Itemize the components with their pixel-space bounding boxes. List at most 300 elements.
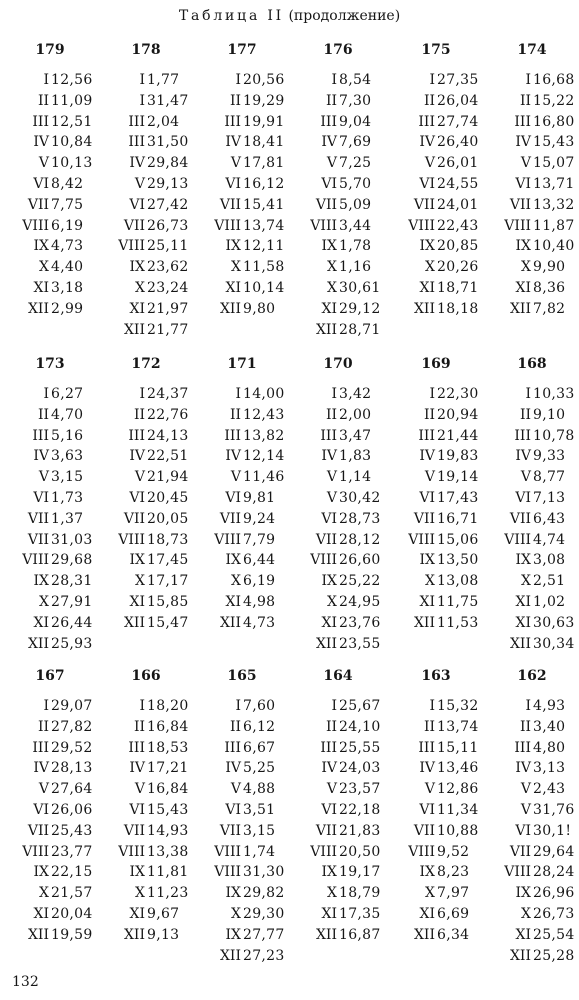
table-row (390, 758, 482, 779)
table-row (196, 426, 288, 447)
day-value: 15,41 (243, 196, 285, 213)
day-value: 27,91 (51, 593, 93, 610)
table-row (100, 405, 192, 426)
day-value: 30,1! (533, 822, 572, 839)
table-row (292, 278, 384, 299)
day-value: 30,63 (533, 614, 575, 631)
month-numeral: II (325, 718, 337, 735)
table-row (196, 530, 288, 551)
day-value: 24,01 (437, 196, 479, 213)
day-value: 29,82 (243, 885, 285, 902)
table-row (390, 592, 482, 613)
table-row (486, 488, 578, 509)
table-row (486, 946, 578, 967)
table-row (100, 132, 192, 153)
month-numeral: VII (315, 822, 337, 839)
table-row (486, 509, 578, 530)
table-row (486, 592, 578, 613)
table-row (100, 925, 192, 946)
column-number: 179 (35, 42, 65, 58)
month-numeral: IX (515, 885, 531, 902)
day-value: 4,80 (533, 739, 566, 756)
month-numeral: IV (321, 448, 337, 465)
day-value: 16,87 (339, 926, 381, 943)
day-value: 17,35 (339, 905, 381, 922)
month-numeral: XII (413, 614, 435, 631)
month-numeral: X (425, 259, 435, 276)
day-value: 25,43 (51, 822, 93, 839)
day-value: 12,86 (437, 781, 479, 798)
month-numeral: VII (27, 510, 49, 527)
day-value: 21,94 (147, 469, 189, 486)
month-numeral: XI (129, 300, 145, 317)
table-row (100, 738, 192, 759)
day-value: 26,04 (437, 92, 479, 109)
day-value: 20,05 (147, 510, 189, 527)
table-row (486, 257, 578, 278)
month-numeral: V (424, 155, 435, 172)
table-row (4, 613, 96, 634)
table-row (390, 779, 482, 800)
table-row (4, 278, 96, 299)
month-numeral: IX (33, 238, 49, 255)
month-numeral: V (326, 155, 337, 172)
month-numeral: VI (419, 801, 435, 818)
month-numeral: XI (419, 905, 435, 922)
day-value: 16,84 (147, 718, 189, 735)
table-row (4, 550, 96, 571)
title-main: Таблица II (178, 8, 285, 24)
table-row (292, 571, 384, 592)
month-numeral: IV (515, 760, 531, 777)
day-value: 28,12 (339, 531, 381, 548)
table-row (486, 405, 578, 426)
day-value: 9,90 (533, 259, 566, 276)
table-row (100, 174, 192, 195)
day-value: 15,43 (147, 801, 189, 818)
table-row (196, 278, 288, 299)
day-value: 10,13 (51, 155, 93, 172)
table-row (292, 405, 384, 426)
table-row (4, 70, 96, 91)
month-numeral: XI (321, 614, 337, 631)
day-value: 13,74 (243, 217, 285, 234)
table-row (390, 278, 482, 299)
table-row (486, 758, 578, 779)
month-numeral: VII (123, 822, 145, 839)
day-value: 27,77 (243, 926, 285, 943)
month-numeral: III (514, 113, 531, 130)
table-row (4, 195, 96, 216)
day-value: 6,69 (437, 905, 470, 922)
month-numeral: VII (123, 217, 145, 234)
month-numeral: XII (123, 614, 145, 631)
day-value: 9,80 (243, 300, 276, 317)
month-numeral: XII (27, 300, 49, 317)
column-number: 177 (227, 42, 257, 58)
day-value: 26,01 (437, 155, 479, 172)
month-numeral: X (521, 573, 531, 590)
day-value: 3,15 (243, 822, 276, 839)
day-value: 29,07 (51, 698, 93, 714)
table-row (390, 883, 482, 904)
column-rows (390, 696, 482, 946)
table-row (486, 153, 578, 174)
month-numeral: V (230, 469, 241, 486)
day-value: 9,67 (147, 905, 180, 922)
day-value: 9,24 (243, 510, 276, 527)
table-row (100, 530, 192, 551)
table-row (292, 634, 384, 655)
month-numeral: III (514, 427, 531, 444)
day-value: 1,77 (147, 72, 180, 88)
month-numeral: IX (33, 864, 49, 881)
month-numeral: X (327, 593, 337, 610)
day-value: 8,23 (437, 864, 470, 881)
month-numeral: IX (321, 573, 337, 590)
month-numeral: IV (129, 760, 145, 777)
day-value: 17,21 (147, 760, 189, 777)
table-row (390, 738, 482, 759)
month-numeral: XII (413, 300, 435, 317)
day-value: 7,69 (339, 134, 372, 151)
day-value: 15,85 (147, 593, 189, 610)
month-numeral: VII (123, 510, 145, 527)
month-numeral: IX (225, 552, 241, 569)
column-number: 168 (517, 356, 547, 372)
table-row (4, 634, 96, 655)
table-row (196, 946, 288, 967)
page-number: 132 (12, 974, 39, 990)
month-numeral: III (224, 427, 241, 444)
table-row (390, 904, 482, 925)
month-numeral: IX (129, 259, 145, 276)
day-value: 23,76 (339, 614, 381, 631)
column-number: 162 (517, 668, 547, 684)
month-numeral: XI (419, 593, 435, 610)
day-value: 7,30 (339, 92, 372, 109)
month-numeral: VII (315, 531, 337, 548)
table-row (196, 613, 288, 634)
month-numeral: I (331, 72, 337, 88)
table-row (196, 132, 288, 153)
day-value: 24,37 (147, 386, 189, 402)
month-numeral: X (327, 885, 337, 902)
month-numeral: VIII (214, 217, 241, 234)
table-row (486, 299, 578, 320)
month-numeral: XI (515, 614, 531, 631)
month-numeral: IX (225, 885, 241, 902)
day-value: 16,12 (243, 175, 285, 192)
day-value: 16,71 (437, 510, 479, 527)
table-row (390, 530, 482, 551)
day-value: 3,15 (51, 469, 84, 486)
day-value: 22,15 (51, 864, 93, 881)
table-row (390, 821, 482, 842)
day-value: 31,50 (147, 134, 189, 151)
day-value: 1,37 (51, 510, 84, 527)
day-value: 27,42 (147, 196, 189, 213)
day-value: 6,19 (243, 573, 276, 590)
day-value: 3,18 (51, 279, 84, 296)
month-numeral: III (128, 427, 145, 444)
day-value: 25,55 (339, 739, 381, 756)
day-value: 19,17 (339, 864, 381, 881)
day-value: 9,33 (533, 448, 566, 465)
day-value: 26,44 (51, 614, 93, 631)
month-numeral: VI (33, 801, 49, 818)
table-row (196, 842, 288, 863)
month-numeral: V (520, 469, 531, 486)
day-value: 7,82 (533, 300, 566, 317)
table-row (486, 467, 578, 488)
month-numeral: XII (27, 635, 49, 652)
day-value: 15,06 (437, 531, 479, 548)
month-numeral: II (37, 92, 49, 109)
table-row (292, 821, 384, 842)
table-row (292, 530, 384, 551)
month-numeral: I (43, 386, 49, 402)
table-row (100, 592, 192, 613)
month-numeral: IX (515, 238, 531, 255)
month-numeral: I (525, 698, 531, 714)
table-row (196, 509, 288, 530)
table-row (390, 174, 482, 195)
table-row (100, 571, 192, 592)
day-value: 24,95 (339, 593, 381, 610)
day-value: 2,43 (533, 781, 566, 798)
column-rows (100, 384, 192, 634)
day-value: 11,34 (437, 801, 479, 818)
month-numeral: VII (219, 196, 241, 213)
month-numeral: III (32, 739, 49, 756)
table-row (390, 696, 482, 717)
table-row (486, 571, 578, 592)
month-numeral: I (331, 386, 337, 402)
table-row (292, 216, 384, 237)
month-numeral: II (423, 406, 435, 423)
day-value: 7,25 (339, 155, 372, 172)
month-numeral: X (135, 885, 145, 902)
month-numeral: VI (515, 175, 531, 192)
table-row (196, 592, 288, 613)
month-numeral: II (37, 406, 49, 423)
day-value: 31,30 (243, 864, 285, 881)
table-row (4, 132, 96, 153)
table-row (390, 550, 482, 571)
table-row (4, 696, 96, 717)
month-numeral: I (139, 386, 145, 402)
month-numeral: VI (129, 801, 145, 818)
table-row (292, 738, 384, 759)
month-numeral: VIII (22, 552, 49, 569)
day-value: 3,63 (51, 448, 84, 465)
day-value: 13,74 (437, 718, 479, 735)
month-numeral: V (326, 781, 337, 798)
day-value: 21,83 (339, 822, 381, 839)
day-value: 22,51 (147, 448, 189, 465)
month-numeral: VIII (214, 864, 241, 881)
day-value: 29,68 (51, 552, 93, 569)
day-value: 28,13 (51, 760, 93, 777)
month-numeral: XII (123, 926, 145, 943)
day-value: 14,93 (147, 822, 189, 839)
month-numeral: VIII (118, 843, 145, 860)
table-row (390, 467, 482, 488)
month-numeral: X (231, 259, 241, 276)
table-row (292, 550, 384, 571)
table-row (4, 91, 96, 112)
table-row (4, 821, 96, 842)
month-numeral: II (229, 718, 241, 735)
table-row (292, 488, 384, 509)
month-numeral: IV (321, 760, 337, 777)
month-numeral: VIII (504, 217, 531, 234)
table-row (4, 257, 96, 278)
table-row (196, 384, 288, 405)
month-numeral: VII (509, 510, 531, 527)
day-value: 27,74 (437, 113, 479, 130)
column-rows (196, 384, 288, 634)
table-row (4, 717, 96, 738)
table-row (292, 299, 384, 320)
month-numeral: VI (129, 489, 145, 506)
day-value: 3,51 (243, 801, 276, 818)
month-numeral: VII (27, 531, 49, 548)
table-row (100, 467, 192, 488)
month-numeral: VI (225, 801, 241, 818)
table-row (196, 800, 288, 821)
day-value: 28,31 (51, 573, 93, 590)
month-numeral: XI (515, 926, 531, 943)
column-rows (390, 384, 482, 634)
table-row (390, 842, 482, 863)
month-numeral: I (139, 92, 145, 109)
table-row (292, 842, 384, 863)
day-value: 3,13 (533, 760, 566, 777)
day-value: 1,83 (339, 448, 372, 465)
month-numeral: VII (219, 822, 241, 839)
month-numeral: VI (33, 489, 49, 506)
month-numeral: III (224, 113, 241, 130)
day-value: 13,82 (243, 427, 285, 444)
month-numeral: VII (413, 196, 435, 213)
column-number: 165 (227, 668, 257, 684)
day-value: 27,64 (51, 781, 93, 798)
month-numeral: XI (321, 300, 337, 317)
table-row (4, 883, 96, 904)
day-value: 15,43 (533, 134, 575, 151)
day-value: 5,16 (51, 427, 84, 444)
month-numeral: V (424, 781, 435, 798)
month-numeral: XI (33, 614, 49, 631)
column-rows (100, 696, 192, 946)
column-number: 169 (421, 356, 451, 372)
table-row (4, 571, 96, 592)
table-row (196, 153, 288, 174)
table-row (292, 509, 384, 530)
month-numeral: IV (515, 134, 531, 151)
table-row (390, 91, 482, 112)
table-row (390, 236, 482, 257)
day-value: 22,76 (147, 406, 189, 423)
day-value: 13,50 (437, 552, 479, 569)
month-numeral: VIII (504, 531, 531, 548)
day-value: 1,78 (339, 238, 372, 255)
month-numeral: V (38, 469, 49, 486)
table-row (292, 320, 384, 341)
day-value: 12,56 (51, 72, 93, 88)
month-numeral: IX (419, 238, 435, 255)
day-value: 12,51 (51, 113, 93, 130)
table-row (100, 70, 192, 91)
day-value: 14,00 (243, 386, 285, 402)
column-rows (292, 384, 384, 654)
month-numeral: IV (225, 760, 241, 777)
day-value: 26,73 (147, 217, 189, 234)
day-value: 15,22 (533, 92, 575, 109)
month-numeral: VIII (504, 864, 531, 881)
day-value: 13,08 (437, 573, 479, 590)
day-value: 11,75 (437, 593, 479, 610)
table-row (292, 717, 384, 738)
day-value: 17,45 (147, 552, 189, 569)
day-value: 1,02 (533, 593, 566, 610)
table-row (486, 278, 578, 299)
column-number: 166 (131, 668, 161, 684)
month-numeral: III (418, 427, 435, 444)
day-value: 17,17 (147, 573, 189, 590)
month-numeral: IX (419, 864, 435, 881)
month-numeral: III (128, 134, 145, 151)
table-row (196, 550, 288, 571)
month-numeral: XII (509, 947, 531, 964)
table-row (4, 738, 96, 759)
month-numeral: X (135, 279, 145, 296)
month-numeral: IX (225, 238, 241, 255)
day-value: 12,11 (243, 238, 285, 255)
month-numeral: XII (315, 321, 337, 338)
month-numeral: II (37, 718, 49, 735)
month-numeral: IX (129, 552, 145, 569)
day-value: 28,73 (339, 510, 381, 527)
month-numeral: III (32, 427, 49, 444)
table-row (486, 384, 578, 405)
month-numeral: V (38, 781, 49, 798)
table-row (292, 862, 384, 883)
table-row (100, 613, 192, 634)
month-numeral: V (230, 781, 241, 798)
table-row (100, 195, 192, 216)
day-value: 23,55 (339, 635, 381, 652)
day-value: 19,91 (243, 113, 285, 130)
table-row (4, 530, 96, 551)
month-numeral: I (429, 386, 435, 402)
month-numeral: V (326, 469, 337, 486)
table-row (390, 405, 482, 426)
month-numeral: XI (225, 279, 241, 296)
day-value: 6,44 (243, 552, 276, 569)
day-value: 9,10 (533, 406, 566, 423)
month-numeral: II (229, 406, 241, 423)
table-row (4, 112, 96, 133)
table-row (390, 132, 482, 153)
table-row (196, 571, 288, 592)
month-numeral: XII (315, 635, 337, 652)
day-value: 7,60 (243, 698, 276, 714)
table-row (196, 904, 288, 925)
month-numeral: IX (33, 573, 49, 590)
